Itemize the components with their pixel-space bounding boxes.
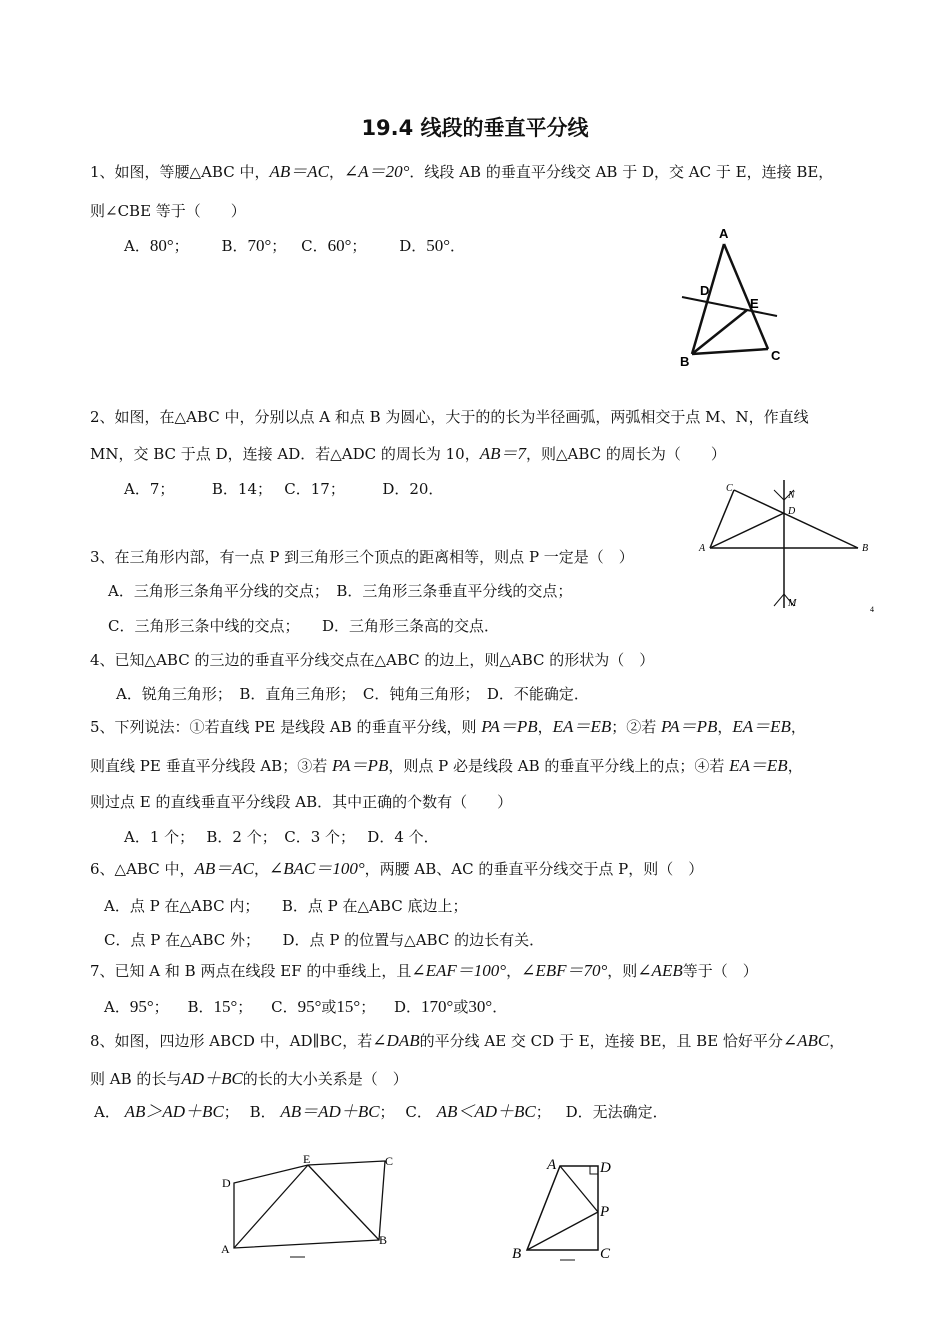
q8-figure-right-trapezoid bbox=[505, 1150, 625, 1270]
q8-fig2-label-c: C bbox=[600, 1246, 611, 1262]
q8-fig1-label-e: E bbox=[303, 1152, 311, 1166]
q5-line2: 则直线 PE 垂直平分线段 AB；③若 PA＝PB，则点 P 必是线段 AB 的垂直平分线上的点；④若 EA＝EB， bbox=[90, 756, 803, 775]
q8-fig2-label-p: P bbox=[600, 1204, 610, 1220]
q1-figure bbox=[672, 222, 792, 372]
q2-line1: 2、如图，在△ABC 中，分别以点 A 和点 B 为圆心，大于的的长为半径画弧，两弧相交于点 M、N，作直线 bbox=[90, 408, 809, 426]
q2-side-cb bbox=[734, 490, 858, 548]
q2-side-ca bbox=[710, 490, 734, 548]
q4-options: A．锐角三角形； B．直角三角形； C．钝角三角形； D．不能确定． bbox=[116, 685, 589, 703]
q1-side-bc bbox=[692, 349, 768, 354]
q2-corner-mark: 4 bbox=[870, 605, 874, 614]
q5-line3: 则过点 E 的直线垂直平分线段 AB．其中正确的个数有（ ） bbox=[90, 793, 513, 811]
q1-math-ab-ac: AB＝AC bbox=[269, 162, 329, 181]
q2-label-b: B bbox=[862, 543, 869, 554]
q1-label-e: E bbox=[750, 296, 759, 311]
q8-fig2-segment-ap bbox=[560, 1166, 598, 1212]
q7-option-b[interactable]: B．15°； bbox=[187, 997, 253, 1016]
q8-fig2-label-d: D bbox=[600, 1160, 611, 1176]
q2-math-ab: AB＝7 bbox=[479, 444, 526, 463]
q1-option-a[interactable]: A．80°； bbox=[124, 236, 189, 255]
q7-line1: 7、已知 A 和 B 两点在线段 EF 的中垂线上，且∠EAF＝100°，∠EBF＝70°，则∠AEB等于（ ） bbox=[90, 961, 758, 980]
q8-fig1-segment-be bbox=[308, 1165, 379, 1240]
q1-side-ac bbox=[724, 244, 768, 349]
q2-label-c: C bbox=[726, 483, 733, 494]
q8-fig1-label-a: A bbox=[221, 1242, 230, 1256]
q8-fig1-segment-ae bbox=[234, 1165, 308, 1248]
q8-fig2-label-b: B bbox=[512, 1246, 522, 1262]
q2-label-a: A bbox=[699, 543, 706, 554]
q1-segment-be bbox=[692, 310, 747, 354]
q3-options-cd: C．三角形三条中线的交点； D．三角形三条高的交点． bbox=[108, 617, 500, 635]
q2-options: A．7； B．14； C．17； D．20． bbox=[124, 480, 444, 498]
q8-option-d[interactable]: D．无法确定． bbox=[565, 1103, 668, 1121]
q1-option-d[interactable]: D．50°． bbox=[399, 236, 466, 255]
q6-options-cd: C．点 P 在△ABC 外； D．点 P 的位置与△ABC 的边长有关． bbox=[104, 931, 545, 949]
q8-fig1-label-c: C bbox=[385, 1154, 394, 1168]
q8-fig1-label-b: B bbox=[379, 1233, 388, 1247]
q1-option-c[interactable]: C．60°； bbox=[301, 236, 367, 255]
q2-label-m: M bbox=[788, 598, 797, 609]
q8-line2: 则 AB 的长与AD＋BC的长的大小关系是（ ） bbox=[90, 1069, 408, 1088]
q1-label-a: A bbox=[719, 226, 729, 241]
q3-options-ab: A．三角形三条角平分线的交点； B．三角形三条垂直平分线的交点； bbox=[108, 582, 573, 600]
q8-fig2-right-angle-d bbox=[590, 1166, 598, 1174]
q2-label-d: D bbox=[788, 506, 796, 517]
q1-line1: 1、如图，等腰△ABC 中，AB＝AC，∠A＝20°．线段 AB 的垂直平分线交 AB 于 D，交 AC 于 E，连接 BE， bbox=[90, 162, 834, 181]
q7-options bbox=[104, 996, 507, 1018]
q8-figure-quadrilateral bbox=[215, 1150, 405, 1265]
q1-options bbox=[124, 235, 465, 257]
q1-math-angle-a: ∠A＝20° bbox=[343, 162, 410, 181]
q8-option-c[interactable]: C． AB＜AD＋BC； bbox=[405, 1102, 551, 1121]
q5-options: A．1 个； B．2 个； C．3 个； D．4 个． bbox=[124, 828, 439, 846]
q2-segment-ad bbox=[710, 513, 784, 548]
q6-options-ab: A．点 P 在△ABC 内； B．点 P 在△ABC 底边上； bbox=[104, 897, 468, 915]
q1-label-b: B bbox=[680, 354, 690, 369]
q1-label-d: D bbox=[700, 283, 710, 298]
q8-options bbox=[94, 1101, 668, 1123]
q1-line2: 则∠CBE 等于（ ） bbox=[90, 202, 246, 220]
q2-line2: MN，交 BC 于点 D，连接 AD．若△ADC 的周长为 10，AB＝7，则△ABC 的周长为（ ） bbox=[90, 444, 726, 463]
q8-line1: 8、如图，四边形 ABCD 中，AD∥BC，若∠DAB的平分线 AE 交 CD 于 E，连接 BE，且 BE 恰好平分∠ABC， bbox=[90, 1031, 845, 1050]
q3-line1: 3、在三角形内部，有一点 P 到三角形三个顶点的距离相等，则点 P 一定是（ ） bbox=[90, 548, 634, 566]
q8-fig2-outline bbox=[527, 1166, 598, 1250]
q5-line1: 5、下列说法：①若直线 PE 是线段 AB 的垂直平分线，则 PA＝PB，EA＝EB；②若 PA＝PB，EA＝EB， bbox=[90, 717, 806, 736]
q7-option-c[interactable]: C．95°或15°； bbox=[271, 997, 376, 1016]
q8-fig1-label-d: D bbox=[222, 1176, 231, 1190]
q1-option-b[interactable]: B．70°； bbox=[221, 236, 287, 255]
q2-label-n: N bbox=[788, 490, 795, 501]
q2-figure bbox=[696, 478, 876, 618]
q7-option-a[interactable]: A．95°； bbox=[104, 997, 169, 1016]
q8-option-a[interactable]: A． AB＞AD＋BC； bbox=[94, 1102, 239, 1121]
q8-fig2-label-a: A bbox=[547, 1157, 557, 1173]
page-title: 19.4 线段的垂直平分线 bbox=[361, 116, 589, 140]
q8-fig1-outline bbox=[234, 1161, 388, 1248]
q7-option-d[interactable]: D．170°或30°． bbox=[394, 997, 508, 1016]
q4-line1: 4、已知△ABC 的三边的垂直平分线交点在△ABC 的边上，则△ABC 的形状为（ ） bbox=[90, 651, 655, 669]
q8-option-b[interactable]: B． AB＝AD＋BC； bbox=[249, 1102, 395, 1121]
q1-bisector-line bbox=[682, 297, 777, 316]
q8-fig2-segment-bp bbox=[527, 1212, 598, 1250]
q6-line1: 6、△ABC 中，AB＝AC，∠BAC＝100°，两腰 AB、AC 的垂直平分线交于点 P，则（ ） bbox=[90, 859, 704, 878]
q1-label-c: C bbox=[771, 348, 781, 363]
